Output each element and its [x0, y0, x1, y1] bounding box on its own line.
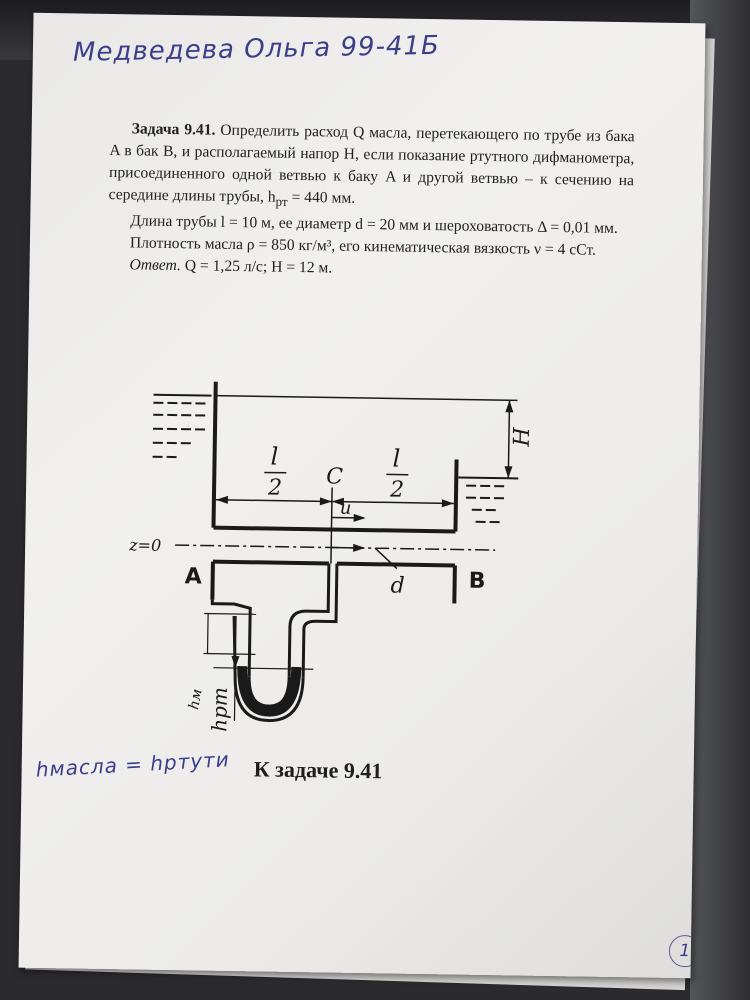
- handwritten-header: Медведева Ольга 99-41Б: [72, 30, 441, 68]
- pipe-bottom-wall-right: [337, 564, 455, 566]
- page-number: 1: [669, 935, 701, 967]
- tank-a-liquid: [153, 395, 212, 458]
- answer-value: Q = 1,25 л/с; H = 12 м.: [180, 257, 333, 277]
- problem-para-2: Длина трубы l = 10 м, ее диаметр d = 20 мм и шероховатость Δ = 0,01 мм.: [130, 212, 618, 238]
- problem-para-1-text: Определить расход Q масла, перетекающего по трубе из бака A в бак B, и располагаемый напор H, если показание ртутного дифманометра, присоединенного одной ветвью к баку A и другой ветвью – к сечению на середине длины трубы, h: [108, 121, 635, 206]
- problem-title: Задача 9.41.: [131, 120, 216, 139]
- hydraulic-diagram: [22, 13, 706, 783]
- label-h: H: [509, 427, 536, 447]
- problem-para-1-sub: рт: [275, 193, 288, 209]
- tank-b-wall: [455, 459, 456, 531]
- problem-para-1-end: = 440 мм.: [287, 188, 356, 207]
- figure-caption: К задаче 9.41: [253, 756, 383, 784]
- mercury-column: [237, 666, 302, 717]
- label-u: u: [339, 497, 352, 519]
- pipe-bottom-wall-left: [213, 562, 329, 564]
- tank-b-lower-wall: [454, 565, 455, 603]
- tank-a-lower-wall: [212, 562, 213, 600]
- label-2-left: 2: [267, 475, 283, 501]
- label-hpt: hрт: [207, 686, 232, 732]
- label-d: d: [390, 573, 405, 599]
- pipe-top-wall: [213, 528, 455, 532]
- section-c-line: [331, 488, 332, 564]
- problem-para-3: Плотность масла ρ = 850 кг/м³, его кинематическая вязкость ν = 4 сСт.: [129, 234, 597, 259]
- level-a-line: [216, 396, 518, 401]
- answer-label: Ответ.: [129, 256, 182, 275]
- label-2-right: 2: [389, 477, 405, 503]
- label-c: C: [326, 464, 344, 490]
- label-tank-b: B: [468, 568, 486, 594]
- manometer-left-tube: [211, 600, 250, 677]
- handwritten-note: hмасла = hртути: [35, 747, 231, 782]
- label-l-left: l: [270, 442, 279, 471]
- label-z0: z=0: [129, 535, 162, 555]
- label-hm: hм: [186, 687, 206, 711]
- label-l-right: l: [392, 444, 401, 473]
- paper-sheet: [19, 13, 706, 978]
- tank-b-liquid: [458, 478, 519, 523]
- tank-a-wall: [213, 382, 215, 528]
- label-tank-a: A: [184, 564, 202, 590]
